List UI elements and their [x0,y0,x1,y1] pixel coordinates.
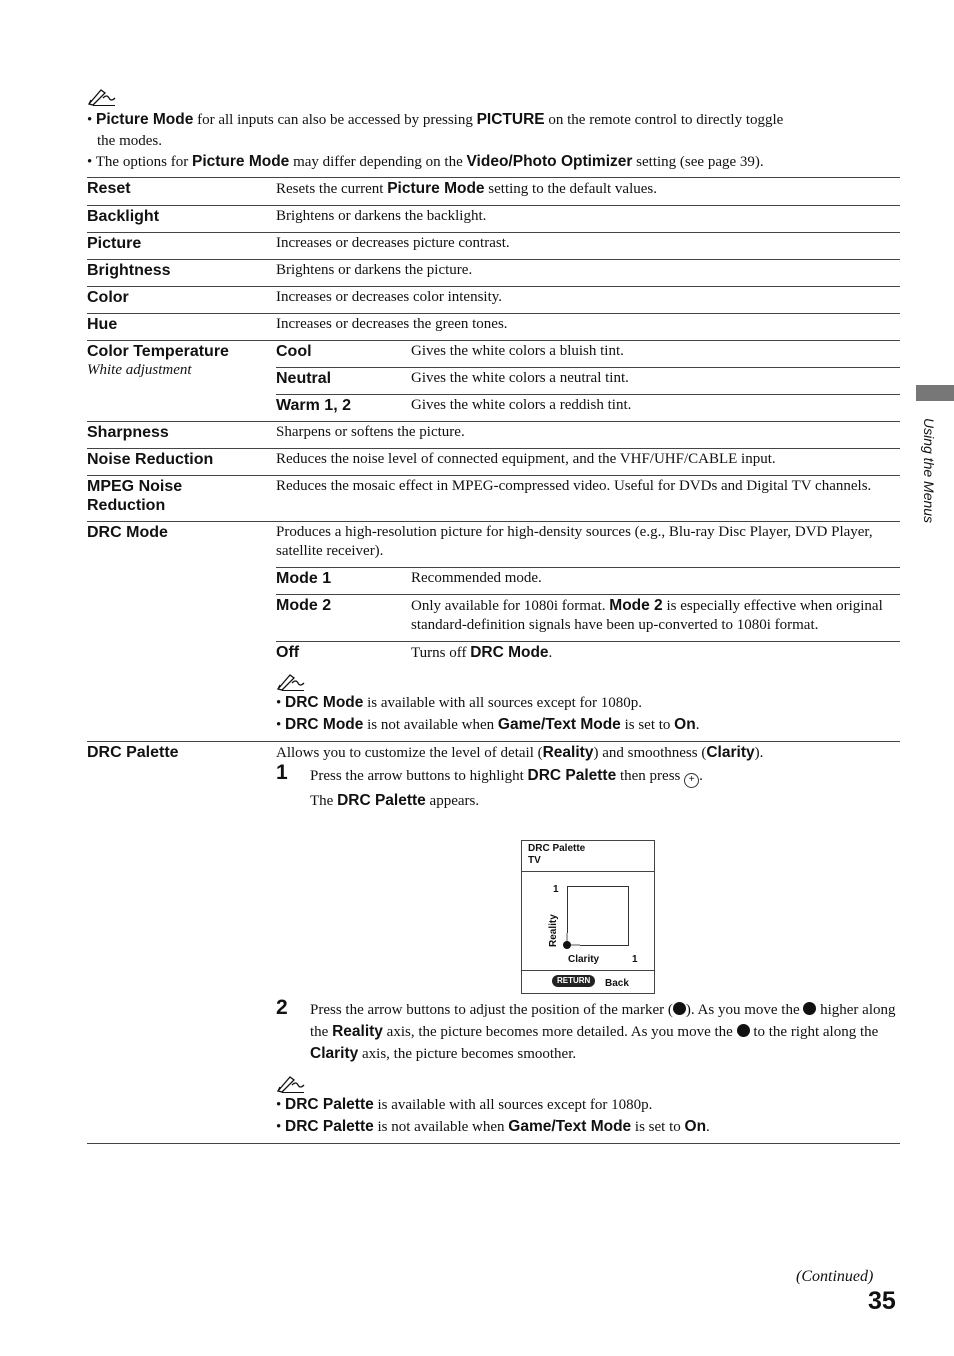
term-sharpness: Sharpness [87,424,169,441]
step-1: 1 Press the arrow buttons to highlight DRC Palette then press + . The DRC Palette appears. [276,761,703,809]
screen-footer [522,970,654,993]
desc-hue: Increases or decreases the green tones. [276,314,900,341]
option-mode2: Mode 2 [276,595,411,642]
screen-header [522,841,654,872]
pencil-note-icon [276,1073,306,1093]
term-brightness: Brightness [87,262,171,279]
pencil-note-icon [87,86,117,106]
intro-note-1-cont: the modes. [97,133,162,149]
x-max-label: 1 [632,954,638,965]
drc-palette-note-2: • DRC Palette is not available when Game/Text Mode is set to On. [276,1118,710,1135]
settings-table [87,177,900,1144]
marker-dot-icon[interactable] [563,941,571,949]
page-number: 35 [868,1287,896,1315]
y-max-label: 1 [553,884,559,895]
option-mode1: Mode 1 [276,568,411,595]
continued-label: (Continued) [796,1268,874,1285]
color-temp-options [276,341,900,421]
intro-note-1: • Picture Mode for all inputs can also be accessed by pressing PICTURE on the remote control to directly toggle [87,111,784,128]
option-desc: Gives the white colors a reddish tint. [411,395,900,422]
option-cool: Cool [276,343,312,360]
table-row [87,422,900,449]
desc-noise-reduction: Reduces the noise level of connected equipment, and the VHF/UHF/CABLE input. [276,449,900,476]
desc-picture: Increases or decreases picture contrast. [276,233,900,260]
side-tab-label: Using the Menus [921,418,937,524]
table-row [87,206,900,233]
return-button[interactable]: RETURN [552,975,595,987]
drc-mode-note-2: • DRC Mode is not available when Game/Text Mode is set to On. [276,716,700,733]
x-axis-label: Clarity [568,954,600,965]
option-warm: Warm 1, 2 [276,395,411,422]
table-row [87,476,900,522]
screen-subtitle: TV [528,855,541,866]
option-neutral: Neutral [276,368,411,395]
table-row [87,522,900,742]
table-row [87,341,900,422]
side-tab-marker [916,385,954,401]
pencil-note-icon [276,671,306,691]
term-noise-reduction: Noise Reduction [87,451,214,468]
option-desc: Recommended mode. [411,568,900,595]
desc-reset: Resets the current Picture Mode setting to the default values. [276,178,900,206]
palette-grid [567,886,629,946]
step-2: 2 Press the arrow buttons to adjust the position of the marker ( ). As you move the higher along the Reality axis, the picture becomes more detailed. As you move the to the right along the Clarity axis, the picture becomes smoother. [276,996,896,1062]
term-backlight: Backlight [87,208,160,225]
drc-mode-note-1: • DRC Mode is available with all sources except for 1080p. [276,694,643,711]
y-axis-label: Reality [548,914,559,947]
table-row [87,260,900,287]
desc-brightness: Brightens or darkens the picture. [276,260,900,287]
table-row [87,233,900,260]
drc-palette-note-1: • DRC Palette is available with all sources except for 1080p. [276,1096,653,1113]
table-row [87,178,900,206]
desc-drc-mode: Produces a high-resolution picture for high-density sources (e.g., Blu-ray Disc Player, DVD Player, satellite receiver). [276,524,873,559]
drc-palette-screen [521,840,655,994]
back-label: Back [605,978,629,989]
term-color-temperature: Color Temperature [87,343,229,360]
option-desc: Only available for 1080i format. Mode 2 is especially effective when original standard-definition signals have been up-converted to 1080i format. [411,595,900,642]
option-desc: Gives the white colors a neutral tint. [411,368,900,395]
intro-term: Picture Mode [96,111,194,128]
marker-dot-icon [673,1002,686,1015]
table-row [87,287,900,314]
desc-mpeg-noise-reduction: Reduces the mosaic effect in MPEG-compressed video. Useful for DVDs and Digital TV channels. [276,476,900,522]
option-desc: Turns off DRC Mode. [411,642,900,670]
option-desc: Gives the white colors a bluish tint. [411,343,624,359]
term-mpeg-noise-reduction: MPEG Noise Reduction [87,478,183,514]
drc-palette-intro: Allows you to customize the level of detail (Reality) and smoothness (Clarity). [276,744,764,761]
desc-backlight: Brightens or darkens the backlight. [276,206,900,233]
table-row [87,742,900,1144]
option-off: Off [276,642,411,670]
term-drc-palette: DRC Palette [87,744,179,761]
intro-note-2: • The options for Picture Mode may differ depending on the Video/Photo Optimizer setting (see page 39). [87,153,764,170]
enter-button-icon: + [684,773,699,788]
marker-dot-icon [803,1002,816,1015]
term-color: Color [87,289,129,306]
term-picture: Picture [87,235,142,252]
option-row [276,395,900,422]
desc-color: Increases or decreases color intensity. [276,287,900,314]
term-hue: Hue [87,316,118,333]
drc-mode-options [276,567,900,669]
option-row [276,341,900,368]
screen-title: DRC Palette [528,843,586,854]
table-row [87,449,900,476]
table-row [87,314,900,341]
desc-sharpness: Sharpens or softens the picture. [276,422,900,449]
option-row [276,368,900,395]
term-reset: Reset [87,180,131,197]
term-color-temperature-sub: White adjustment [87,362,192,378]
term-drc-mode: DRC Mode [87,524,168,541]
marker-dot-icon [737,1024,750,1037]
